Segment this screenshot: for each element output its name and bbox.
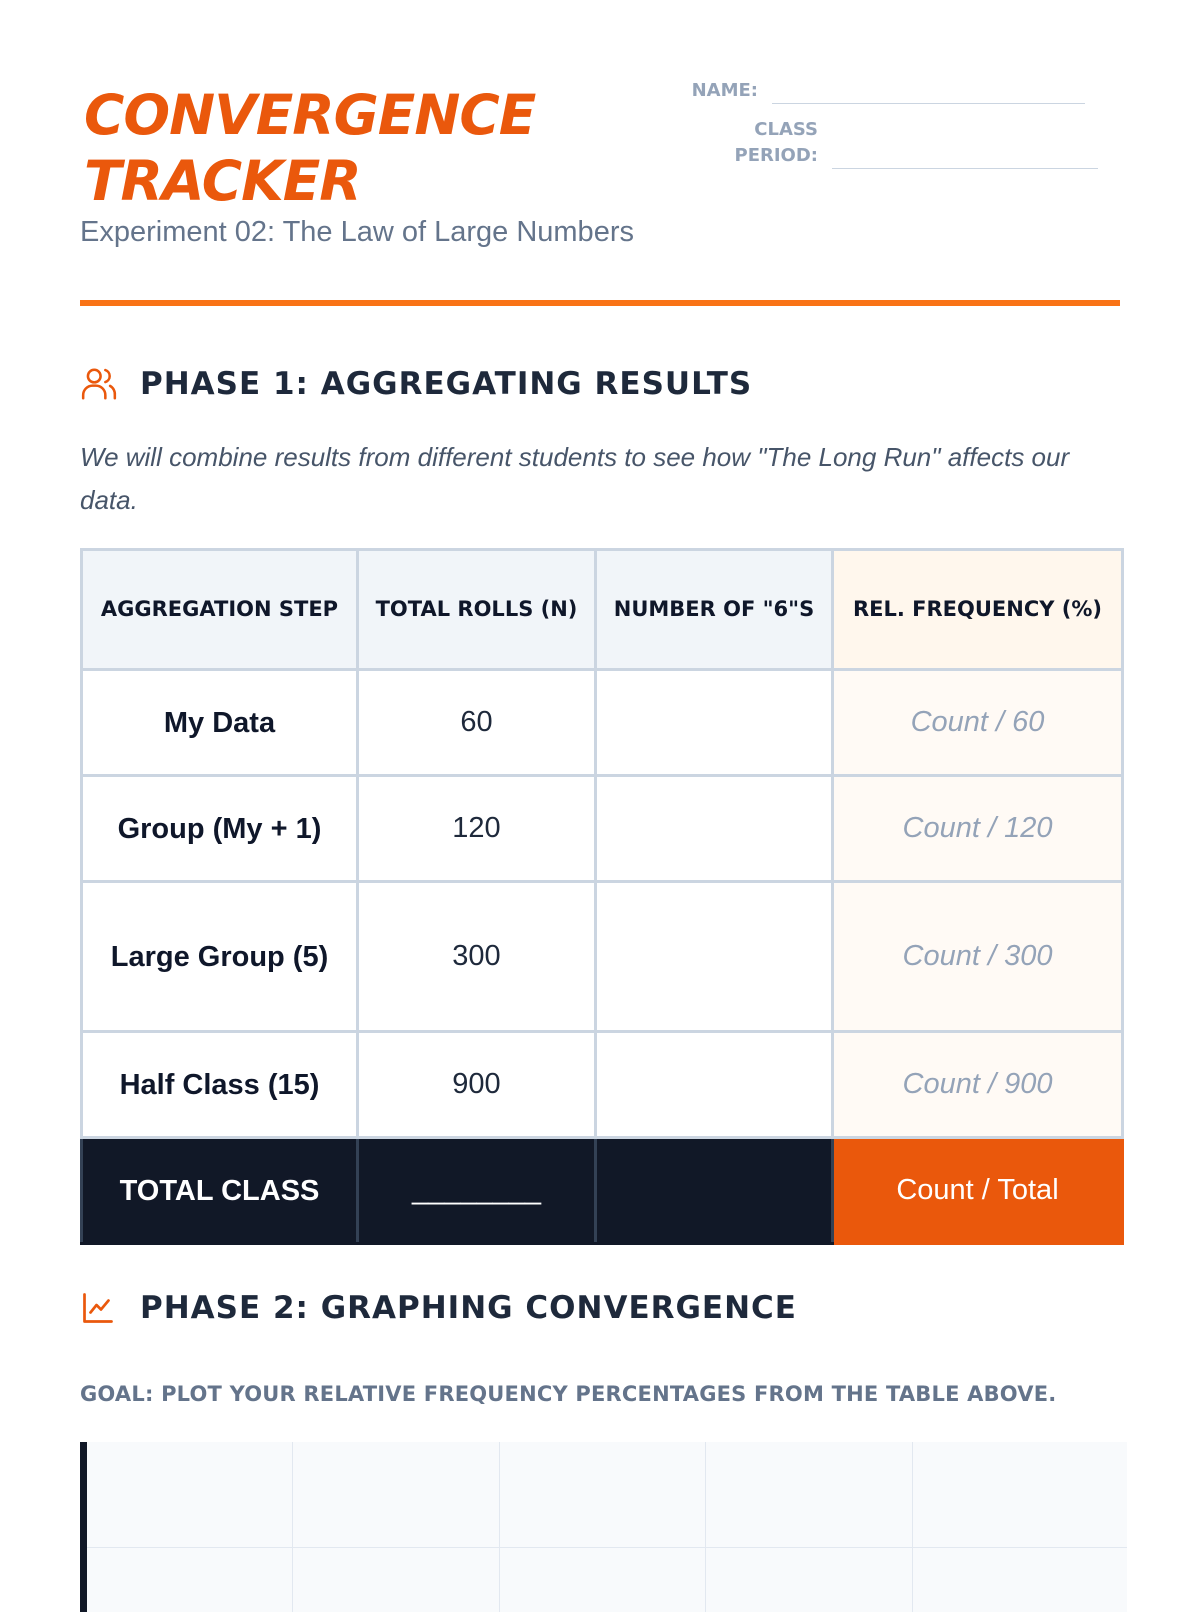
total-step-label: TOTAL CLASS [82, 1138, 358, 1244]
table-row [82, 1032, 1123, 1138]
total-sixes-input[interactable] [596, 1138, 833, 1244]
row-frequency-input[interactable]: Count / 60 [833, 670, 1123, 776]
phase2-title: PHASE 2: GRAPHING CONVERGENCE [140, 1290, 797, 1326]
class-period-label [700, 117, 818, 169]
total-rolls-blank[interactable]: ________ [358, 1138, 596, 1244]
grid-line [705, 1442, 706, 1612]
row-total-rolls: 900 [358, 1032, 596, 1138]
row-total-rolls: 120 [358, 776, 596, 882]
table-row [82, 776, 1123, 882]
row-total-rolls: 300 [358, 882, 596, 1032]
grid-line [87, 1547, 1127, 1548]
row-total-rolls: 60 [358, 670, 596, 776]
row-frequency-input[interactable]: Count / 900 [833, 1032, 1123, 1138]
convergence-graph-grid[interactable] [80, 1442, 1127, 1612]
class-period-input-line[interactable] [832, 168, 1098, 169]
line-chart-icon [80, 1288, 120, 1328]
page-title [84, 82, 535, 214]
row-sixes-input[interactable] [596, 1032, 833, 1138]
table-row [82, 882, 1123, 1032]
total-class-row [82, 1138, 1123, 1244]
col-rel-frequency: REL. FREQUENCY (%) [833, 550, 1123, 670]
phase1-title: PHASE 1: AGGREGATING RESULTS [140, 366, 753, 402]
phase1-intro: We will combine results from different students to see how "The Long Run" affects our data. [80, 442, 1070, 515]
table-row [82, 670, 1123, 776]
name-input-line[interactable] [772, 103, 1085, 104]
row-step-label: My Data [82, 670, 358, 776]
row-frequency-input[interactable]: Count / 120 [833, 776, 1123, 882]
phase2-goal: GOAL: PLOT YOUR RELATIVE FREQUENCY PERCENTAGES FROM THE TABLE ABOVE. [80, 1382, 1057, 1406]
row-step-label: Group (My + 1) [82, 776, 358, 882]
table-header-row [82, 550, 1123, 670]
aggregation-table [80, 548, 1124, 1245]
row-sixes-input[interactable] [596, 776, 833, 882]
row-sixes-input[interactable] [596, 670, 833, 776]
class-label-line-2: PERIOD: [734, 145, 818, 166]
title-line-1: CONVERGENCE [84, 83, 536, 147]
col-total-rolls: TOTAL ROLLS (N) [358, 550, 596, 670]
row-step-label: Large Group (5) [82, 882, 358, 1032]
title-line-2: TRACKER [84, 149, 361, 213]
col-number-of-sixes: NUMBER OF "6"S [596, 550, 833, 670]
total-frequency-cell[interactable]: Count / Total [833, 1138, 1123, 1244]
phase1-heading [80, 364, 752, 404]
class-label-line-1: CLASS [754, 119, 818, 140]
grid-line [912, 1442, 913, 1612]
row-sixes-input[interactable] [596, 882, 833, 1032]
grid-line [292, 1442, 293, 1612]
name-label: NAME: [691, 80, 758, 101]
header-divider [80, 300, 1120, 306]
grid-line [499, 1442, 500, 1612]
experiment-subtitle: Experiment 02: The Law of Large Numbers [80, 216, 634, 248]
col-aggregation-step: AGGREGATION STEP [82, 550, 358, 670]
phase2-heading [80, 1288, 797, 1328]
users-icon [80, 364, 120, 404]
row-step-label: Half Class (15) [82, 1032, 358, 1138]
row-frequency-input[interactable]: Count / 300 [833, 882, 1123, 1032]
